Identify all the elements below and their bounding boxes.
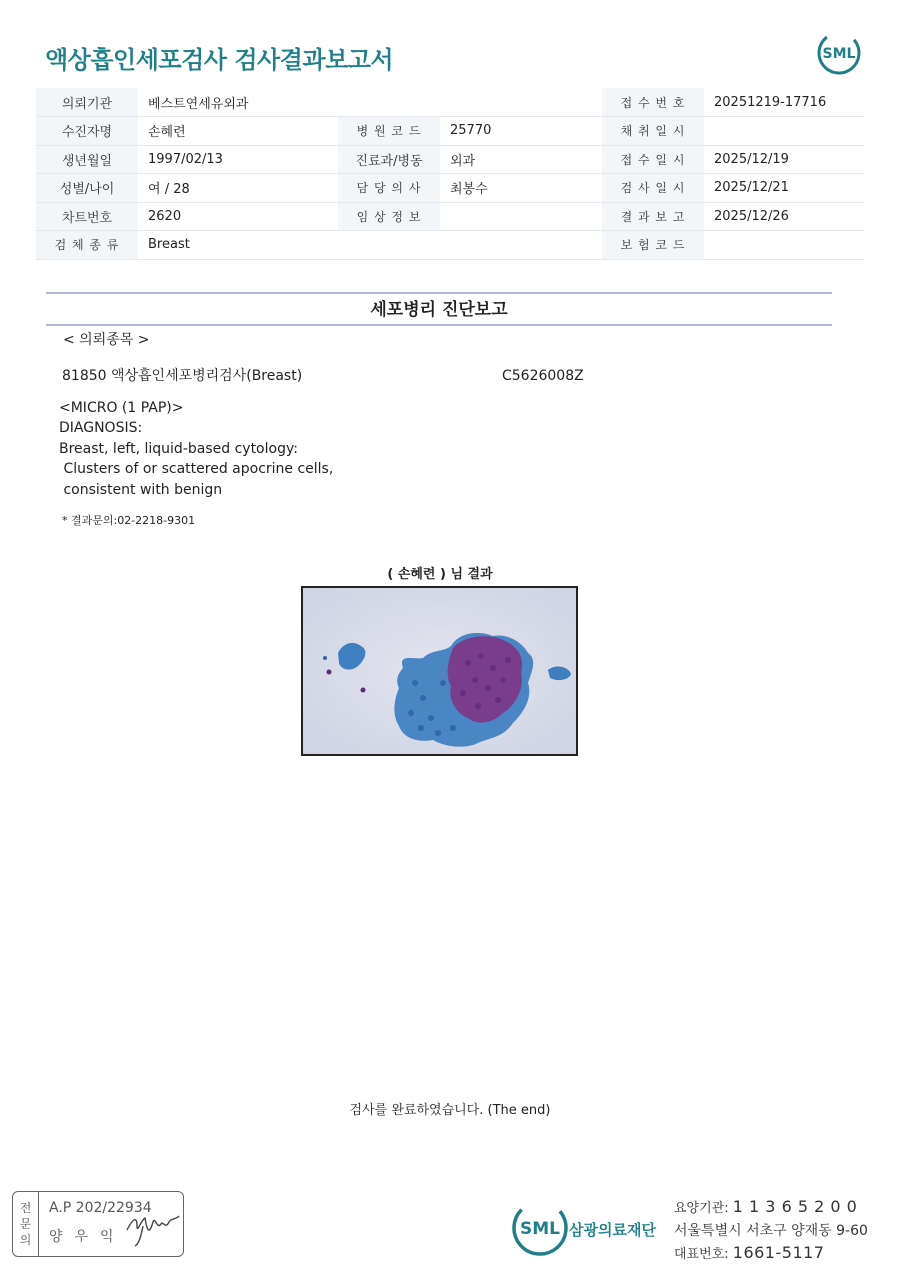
info-label: 차트번호 (36, 202, 138, 231)
stamp-pathologist-name: 양우익 (49, 1229, 126, 1245)
stamp-side-char: 의 (19, 1233, 32, 1247)
info-label: 성별/나이 (36, 174, 138, 203)
request-heading: < 의뢰종목 > (63, 332, 150, 348)
sml-logo-text: SML (822, 46, 856, 62)
diagnosis-line: Clusters of or scattered apocrine cells, (59, 461, 334, 477)
info-value: 2025/12/21 (704, 174, 864, 203)
stamp-license-code: A.P 202/22934 (49, 1200, 152, 1216)
info-value: 여 / 28 (138, 174, 338, 203)
info-value: 1997/02/13 (138, 145, 338, 174)
info-row (36, 88, 864, 117)
test-line: 81850 액상흡인세포병리검사(Breast) (62, 368, 303, 384)
foundation-name: 삼광의료재단 (569, 1221, 656, 1239)
phone-number: 1661-5117 (732, 1243, 825, 1262)
info-value (440, 88, 602, 117)
info-row (36, 174, 864, 203)
info-label: 보 험 코 드 (602, 231, 704, 260)
phone-label: 대표번호: (674, 1247, 729, 1262)
info-label: 검 체 종 류 (36, 231, 138, 260)
info-label: 접 수 일 시 (602, 145, 704, 174)
info-value: 20251219-17716 (704, 88, 864, 117)
sml-footer-logo-text: SML (520, 1219, 560, 1239)
info-value (704, 231, 864, 260)
diagnosis-line: Breast, left, liquid-based cytology: (59, 441, 298, 457)
info-value (440, 231, 602, 260)
info-value: 2025/12/26 (704, 202, 864, 231)
info-value: 외과 (440, 145, 602, 174)
info-value: 25770 (440, 117, 602, 146)
institution-label: 요양기관: (674, 1201, 729, 1216)
pathologist-stamp (12, 1191, 184, 1257)
info-value: 베스트연세유외과 (138, 88, 338, 117)
info-label: 검 사 일 시 (602, 174, 704, 203)
micro-heading: <MICRO (1 PAP)> (59, 400, 184, 416)
info-row (36, 202, 864, 231)
info-label: 담 당 의 사 (338, 174, 440, 203)
institution-code: 1 1 3 6 5 2 0 0 (732, 1197, 858, 1216)
info-value: Breast (138, 231, 338, 260)
info-value (704, 117, 864, 146)
diagnosis-line: consistent with benign (59, 482, 223, 498)
report-title: 액상흡인세포검사 검사결과보고서 (45, 46, 394, 74)
info-value: 손혜련 (138, 117, 338, 146)
info-label (338, 88, 440, 117)
patient-info-table (36, 88, 864, 260)
cytology-image (301, 586, 578, 756)
test-code: C5626008Z (502, 368, 584, 384)
diagnosis-label: DIAGNOSIS: (59, 420, 143, 436)
footer-address: 서울특별시 서초구 양재동 9-60 (674, 1223, 868, 1239)
stamp-side-char: 전 (19, 1201, 32, 1215)
info-label: 결 과 보 고 (602, 202, 704, 231)
photo-caption: ( 손혜련 ) 님 결과 (387, 567, 493, 582)
info-value: 2025/12/19 (704, 145, 864, 174)
info-label: 수진자명 (36, 117, 138, 146)
info-label: 임 상 정 보 (338, 202, 440, 231)
info-label: 진료과/병동 (338, 145, 440, 174)
info-value: 2620 (138, 202, 338, 231)
info-row (36, 145, 864, 174)
info-label: 접 수 번 호 (602, 88, 704, 117)
sml-footer-logo (510, 1198, 570, 1258)
info-row (36, 231, 864, 260)
info-value (440, 202, 602, 231)
section-rule-top (46, 292, 832, 294)
end-message: 검사를 완료하였습니다. (The end) (349, 1103, 551, 1118)
stamp-side-label (13, 1192, 39, 1256)
info-label: 병 원 코 드 (338, 117, 440, 146)
sml-logo (816, 30, 862, 76)
info-row (36, 117, 864, 146)
signature-image (123, 1200, 183, 1248)
inquiry-phone: * 결과문의:02-2218-9301 (62, 514, 196, 527)
info-label: 의뢰기관 (36, 88, 138, 117)
section-title: 세포병리 진단보고 (370, 300, 508, 320)
info-label (338, 231, 440, 260)
footer-contact-block (674, 1196, 868, 1266)
info-label: 생년월일 (36, 145, 138, 174)
section-rule-bottom (46, 324, 832, 326)
info-value: 최봉수 (440, 174, 602, 203)
info-label: 채 취 일 시 (602, 117, 704, 146)
stamp-side-char: 문 (19, 1217, 32, 1231)
